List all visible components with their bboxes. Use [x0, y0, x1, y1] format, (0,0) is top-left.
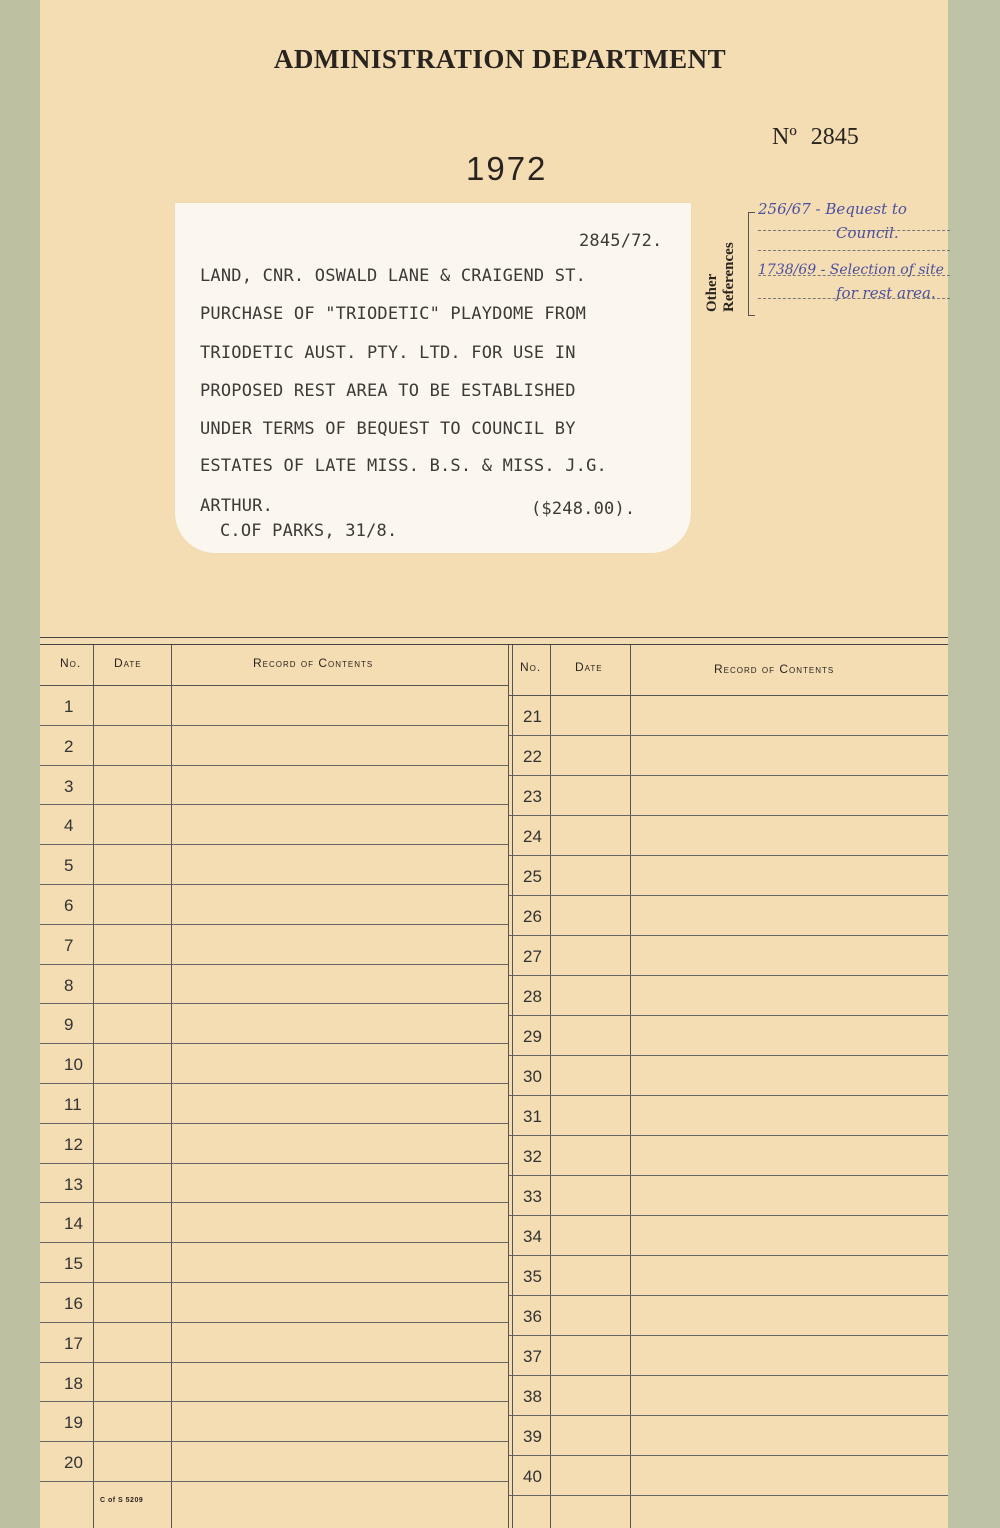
row-number: 5	[64, 856, 74, 876]
references-bracket	[748, 212, 755, 316]
table-divider	[508, 645, 509, 1528]
row-number: 40	[523, 1467, 542, 1486]
table-row	[40, 1322, 508, 1363]
row-number: 6	[64, 896, 74, 915]
table-row	[40, 1441, 508, 1482]
row-number: 9	[64, 1015, 74, 1035]
row-number: 27	[523, 947, 542, 966]
row-number: 23	[523, 787, 542, 806]
file-number-value: 2845	[810, 124, 859, 150]
table-row	[509, 1335, 948, 1376]
row-number: 35	[523, 1267, 542, 1286]
table-row	[40, 1043, 508, 1084]
table-header	[509, 645, 948, 696]
row-number: 28	[523, 987, 542, 1006]
table-row	[509, 1095, 948, 1136]
row-number: 38	[523, 1387, 542, 1406]
table-row	[40, 804, 508, 845]
table-row	[40, 685, 508, 726]
label-amount: ($248.00).	[531, 499, 636, 519]
table-row	[509, 1295, 948, 1336]
table-row	[509, 1175, 948, 1216]
handwritten-reference: Council.	[836, 224, 899, 242]
other-references-title: Other References	[704, 242, 737, 312]
table-row	[40, 1083, 508, 1124]
row-number: 32	[523, 1147, 542, 1166]
header-no: No.	[520, 660, 542, 674]
table-row	[509, 735, 948, 776]
table-row	[509, 1135, 948, 1176]
table-row	[40, 964, 508, 1005]
row-number: 7	[64, 935, 74, 955]
table-row	[40, 1123, 508, 1164]
row-number: 31	[523, 1107, 542, 1126]
row-number: 20	[64, 1453, 83, 1473]
row-number: 24	[523, 827, 542, 846]
handwritten-reference: for rest area.	[836, 284, 936, 302]
table-row	[40, 1202, 508, 1243]
label-line: UNDER TERMS OF BEQUEST TO COUNCIL BY	[200, 419, 576, 439]
table-row	[509, 695, 948, 736]
left-spine	[0, 0, 41, 1528]
handwritten-reference: 256/67 - Bequest to	[758, 200, 907, 218]
handwritten-reference: 1738/69 - Selection of site	[758, 262, 944, 278]
reference-rule	[758, 250, 950, 251]
row-number: 10	[64, 1055, 83, 1075]
table-row	[40, 1003, 508, 1044]
table-row	[40, 1401, 508, 1442]
label-reference: 2845/72.	[579, 231, 663, 251]
table-row	[509, 1455, 948, 1496]
label-line: ESTATES OF LATE MISS. B.S. & MISS. J.G.	[200, 456, 607, 476]
header-record: Record of Contents	[714, 662, 835, 676]
header-date: Date	[114, 656, 142, 670]
table-row	[40, 1163, 508, 1204]
other-references	[696, 200, 950, 322]
table-row	[40, 1282, 508, 1323]
row-number: 4	[64, 816, 74, 836]
form-code: C of S 5209	[100, 1497, 144, 1504]
row-number: 11	[64, 1095, 82, 1114]
label-initials-date: C.OF PARKS, 31/8.	[220, 521, 398, 541]
table-row	[509, 975, 948, 1016]
row-number: 39	[523, 1427, 542, 1446]
header-no: No.	[60, 656, 82, 670]
row-number: 13	[64, 1174, 83, 1194]
file-number-label: Nº	[772, 124, 797, 150]
table-row	[509, 1255, 948, 1296]
table-row	[509, 935, 948, 976]
table-row	[509, 1415, 948, 1456]
row-number: 36	[523, 1307, 542, 1326]
right-spine	[947, 0, 1000, 1528]
table-row	[40, 1242, 508, 1283]
table-row	[40, 765, 508, 806]
label-line: ARTHUR.	[200, 496, 274, 516]
table-divider	[512, 645, 513, 1528]
header-record: Record of Contents	[253, 656, 374, 670]
row-number: 8	[64, 975, 74, 995]
table-row	[509, 775, 948, 816]
table-row	[40, 924, 508, 965]
row-number: 34	[523, 1227, 542, 1246]
table-header	[40, 645, 508, 686]
row-number: 2	[64, 736, 74, 756]
label-line: PURCHASE OF "TRIODETIC" PLAYDOME FROM	[200, 304, 587, 324]
contents-table-left	[40, 645, 508, 1528]
row-number: 1	[64, 697, 74, 716]
row-number: 19	[64, 1413, 83, 1433]
table-row	[509, 815, 948, 856]
row-number: 26	[523, 907, 542, 926]
row-number: 17	[64, 1333, 83, 1353]
label-line: TRIODETIC AUST. PTY. LTD. FOR USE IN	[200, 343, 576, 363]
row-number: 37	[523, 1347, 542, 1366]
file-number	[772, 124, 859, 151]
table-row	[40, 844, 508, 885]
row-number: 30	[523, 1067, 542, 1086]
row-number: 29	[523, 1027, 542, 1046]
label-line: PROPOSED REST AREA TO BE ESTABLISHED	[200, 381, 576, 401]
table-row	[40, 1362, 508, 1403]
table-row	[509, 1215, 948, 1256]
table-row	[509, 1015, 948, 1056]
typed-label-card	[175, 203, 691, 553]
table-row	[509, 895, 948, 936]
header-date: Date	[575, 660, 603, 674]
label-line: LAND, CNR. OSWALD LANE & CRAIGEND ST.	[200, 266, 587, 286]
row-number: 12	[64, 1134, 83, 1154]
row-number: 16	[64, 1294, 83, 1313]
row-number: 3	[64, 776, 74, 796]
table-row	[509, 855, 948, 896]
table-row	[40, 884, 508, 925]
row-number: 18	[64, 1373, 83, 1393]
table-top-rule	[40, 637, 948, 638]
table-row	[509, 1375, 948, 1416]
row-number: 14	[64, 1214, 83, 1234]
row-number: 15	[64, 1254, 83, 1274]
department-title: ADMINISTRATION DEPARTMENT	[273, 44, 727, 74]
table-row	[509, 1055, 948, 1096]
row-number: 21	[523, 707, 542, 726]
row-number: 25	[523, 867, 542, 886]
row-number: 33	[523, 1187, 542, 1206]
table-row	[40, 725, 508, 766]
contents-table-right	[509, 645, 948, 1528]
file-year: 1972	[466, 150, 548, 187]
row-number: 22	[523, 747, 542, 766]
